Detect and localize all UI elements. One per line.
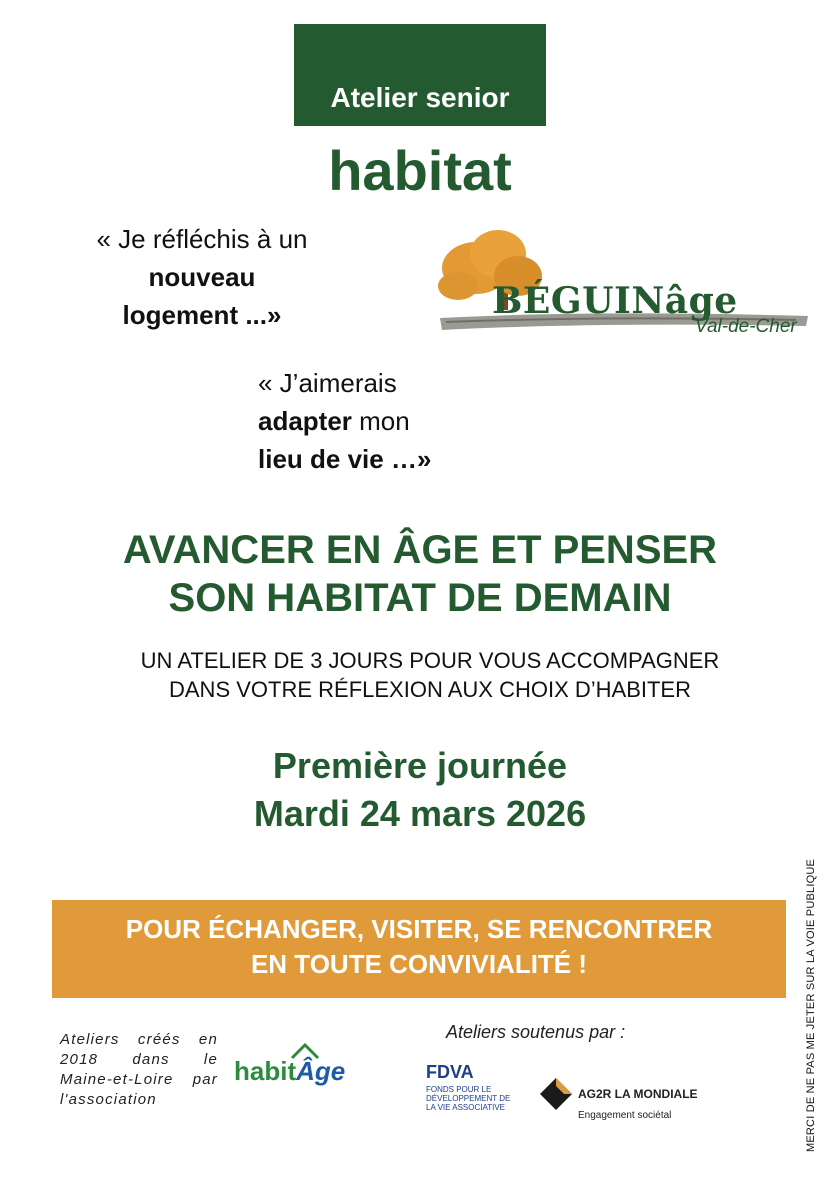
quote-emphasis: adapter xyxy=(258,406,352,436)
roof-icon xyxy=(290,1042,320,1060)
headline-line: SON HABITAT DE DEMAIN xyxy=(168,576,672,620)
quote-new-housing xyxy=(52,220,352,334)
habitage-logo-part: Âge xyxy=(296,1056,346,1086)
banner-line: EN TOUTE CONVIVIALITÉ ! xyxy=(250,949,588,979)
event-date-value: Mardi 24 mars 2026 xyxy=(253,793,587,834)
fdva-logo-subtitle: FONDS POUR LE DÉVELOPPEMENT DE LA VIE ASSOCIATIVE xyxy=(426,1085,511,1112)
habitage-logo-part: habit xyxy=(234,1056,297,1086)
atelier-badge xyxy=(294,24,546,126)
supported-by-label: Ateliers soutenus par : xyxy=(446,1022,626,1042)
headline-line: AVANCER EN ÂGE ET PENSER xyxy=(122,528,718,572)
main-headline xyxy=(0,526,840,622)
subheadline-line: DANS VOTRE RÉFLEXION AUX CHOIX D’HABITER xyxy=(169,677,691,702)
beguinage-logo-place: Val-de-Cher xyxy=(695,316,797,337)
quote-emphasis: lieu de vie xyxy=(258,444,384,474)
page-title: habitat xyxy=(328,139,512,202)
quote-emphasis: nouveau xyxy=(148,262,256,292)
event-date xyxy=(0,742,840,838)
created-by-text: Ateliers créés en 2018 dans le Maine-et-Loire par l'association xyxy=(60,1031,218,1108)
quote-emphasis: logement xyxy=(122,300,239,330)
quote-line: « J’aimerais xyxy=(258,368,397,398)
quote-line: mon xyxy=(351,406,410,436)
banner-line: POUR ÉCHANGER, VISITER, SE RENCONTRER xyxy=(125,914,713,944)
quote-line: « Je réfléchis à un xyxy=(96,224,308,254)
ag2r-logo-subtitle: Engagement sociétal xyxy=(578,1110,672,1121)
subheadline-line: UN ATELIER DE 3 JOURS POUR VOUS ACCOMPAGNER xyxy=(140,648,720,673)
quote-line: …» xyxy=(383,444,432,474)
ag2r-logo-icon xyxy=(538,1076,574,1112)
quote-adapt-home xyxy=(258,364,558,478)
habitage-logo xyxy=(234,1056,345,1087)
fdva-logo: FDVA xyxy=(426,1062,474,1082)
event-day-label: Première journée xyxy=(272,745,568,786)
side-note: MERCI DE NE PAS ME JETER SUR LA VOIE PUBLIQUE xyxy=(805,858,817,1152)
atelier-badge-label: Atelier senior xyxy=(330,82,510,113)
conviviality-banner xyxy=(52,900,786,998)
ag2r-logo: AG2R LA MONDIALE xyxy=(578,1087,698,1101)
beguinage-logo-text: BÉGUINâge xyxy=(492,280,738,322)
quote-line: ...» xyxy=(238,300,282,330)
subheadline xyxy=(0,646,840,704)
